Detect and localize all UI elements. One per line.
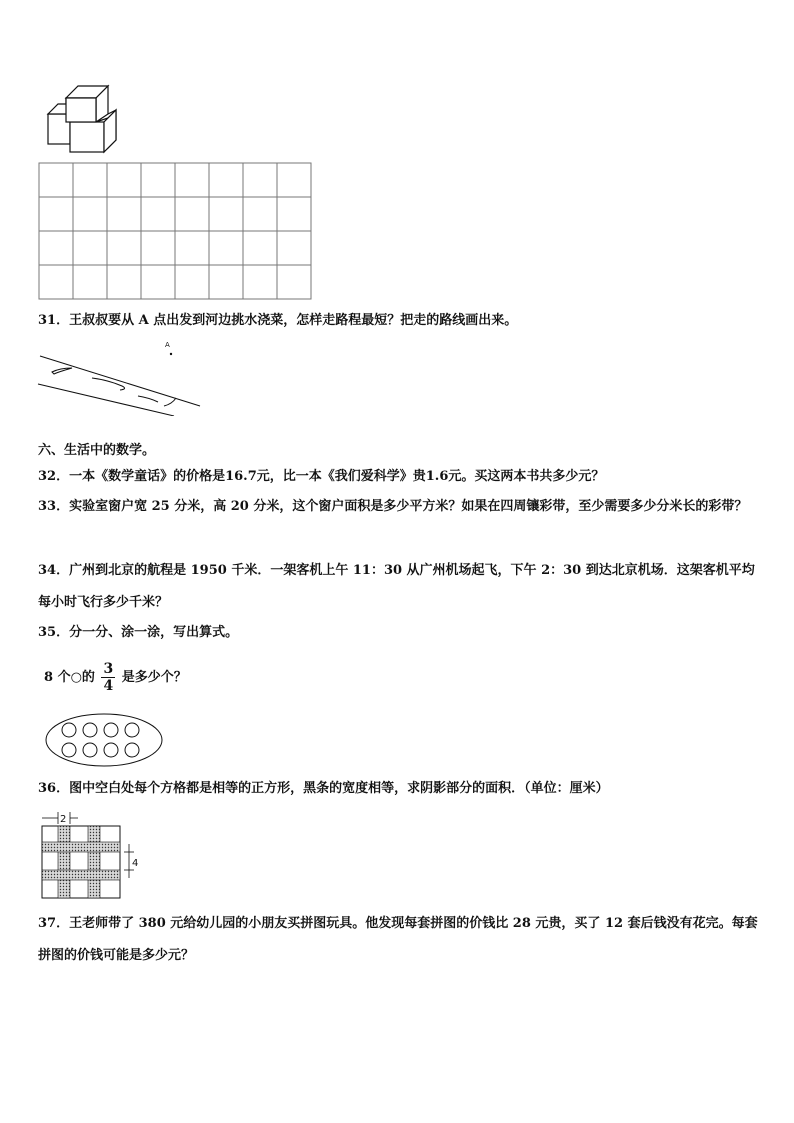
grid-cell <box>107 197 141 231</box>
grid-cell <box>73 197 107 231</box>
small-circle <box>62 743 76 757</box>
small-circle <box>125 743 139 757</box>
small-circle <box>62 723 76 737</box>
question-37: 37．王老师带了 380 元给幼儿园的小朋友买拼图玩具。他发现每套拼图的价钱比 28 元贵，买了 12 套后钱没有花完。每套拼图的价钱可能是多少元？ <box>38 916 758 963</box>
grid-cell <box>141 163 175 197</box>
grid-cell <box>141 197 175 231</box>
grid-cell <box>175 265 209 299</box>
fraction-numerator: 3 <box>103 661 114 677</box>
grid-cell <box>277 265 311 299</box>
grid-cell <box>141 265 175 299</box>
height-label: 4 <box>132 858 139 869</box>
small-circle <box>83 743 97 757</box>
point-a-label: A <box>165 341 170 349</box>
question-32: 32．一本《数学童话》的价格是16.7元，比一本《我们爱科学》贵1.6元。买这两本书共多少元？ <box>38 469 605 484</box>
grid-cell <box>209 231 243 265</box>
small-circle <box>104 743 118 757</box>
section-six-title: 六、生活中的数学。 <box>38 443 156 458</box>
grid-cell <box>277 197 311 231</box>
shaded-stripes-figure <box>38 810 148 904</box>
grid-cell <box>39 197 73 231</box>
question-31: 31．王叔叔要从 A 点出发到河边挑水浇菜，怎样走路程最短？把走的路线画出来。 <box>38 313 518 328</box>
circles-oval-figure <box>44 712 168 770</box>
grid-cell <box>175 197 209 231</box>
grid-cell <box>209 163 243 197</box>
square-grid <box>38 162 314 302</box>
width-label: 2 <box>60 814 67 825</box>
small-circle <box>104 723 118 737</box>
question-34: 34．广州到北京的航程是 1950 千米．一架客机上午 11：30 从广州机场起飞，下午 2：30 到达北京机场．这架客机平均每小时飞行多少千米？ <box>38 563 755 610</box>
fraction-denominator: 4 <box>103 678 114 694</box>
small-circle <box>83 723 97 737</box>
question-35: 35．分一分、涂一涂，写出算式。 <box>38 625 239 640</box>
fraction-three-quarters <box>101 661 115 694</box>
question-36: 36．图中空白处每个方格都是相等的正方形，黑条的宽度相等，求阴影部分的面积．（单位：厘米） <box>38 781 609 796</box>
grid-cell <box>209 265 243 299</box>
grid-cell <box>73 265 107 299</box>
grid-cell <box>73 231 107 265</box>
grid-cell <box>209 197 243 231</box>
grid-cell <box>73 163 107 197</box>
grid-cell <box>243 265 277 299</box>
grid-cell <box>243 197 277 231</box>
grid-cell <box>39 163 73 197</box>
grid-cell <box>39 231 73 265</box>
grid-cell <box>243 231 277 265</box>
grid-cell <box>107 231 141 265</box>
grid-cell <box>277 163 311 197</box>
grid-cell <box>277 231 311 265</box>
fraction-prefix: 8 个○的 <box>44 670 95 685</box>
fraction-suffix: 是多少个？ <box>121 670 187 685</box>
cube-stack-figure <box>44 78 124 156</box>
grid-cell <box>107 265 141 299</box>
small-circle <box>125 723 139 737</box>
point-a <box>170 353 172 355</box>
grid-cell <box>243 163 277 197</box>
grid-cell <box>39 265 73 299</box>
river-figure <box>34 336 208 416</box>
grid-cell <box>175 231 209 265</box>
fraction-prompt <box>44 658 187 698</box>
grid-cell <box>175 163 209 197</box>
grid-cell <box>107 163 141 197</box>
question-33: 33．实验室窗户宽 25 分米，高 20 分米，这个窗户面积是多少平方米？如果在四周镶彩带，至少需要多少分米长的彩带？ <box>38 499 748 514</box>
grid-cell <box>141 231 175 265</box>
